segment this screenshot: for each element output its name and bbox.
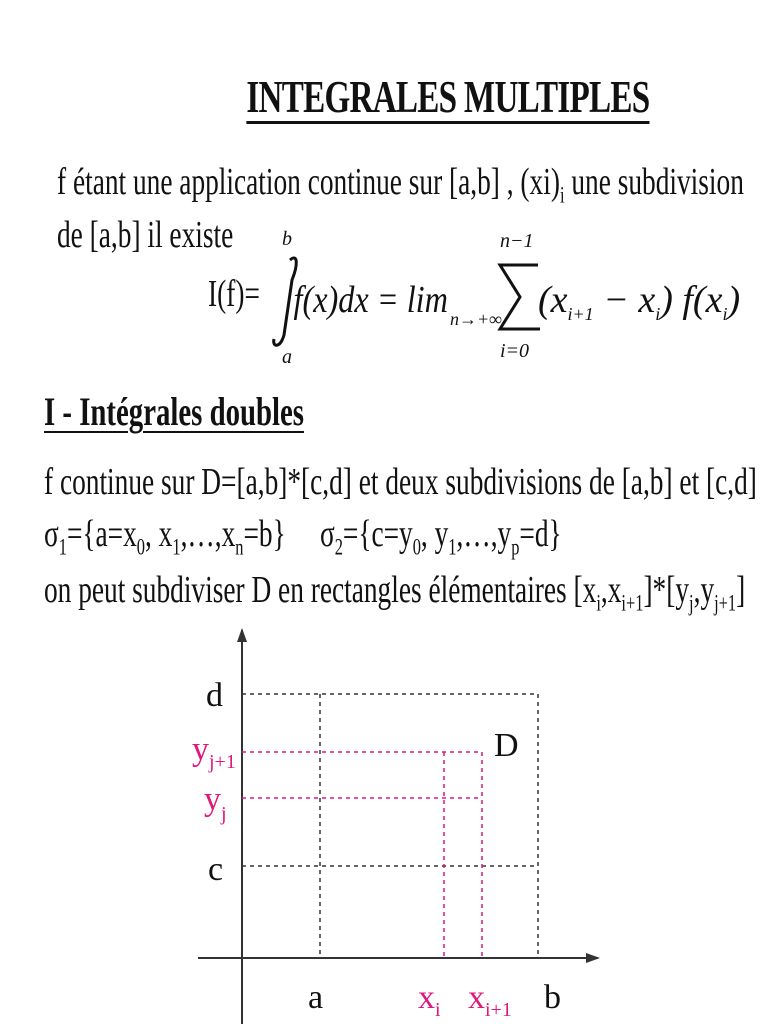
integral-lower-bound: a <box>282 346 292 368</box>
label-region-D: D <box>494 727 519 764</box>
sum-lower-bound: i=0 <box>500 340 530 362</box>
summand-text: $(x_{i+1} - x_i)$ $f(x_i)$ <box>538 279 741 324</box>
intro-line-1: f étant une application continue sur [a,b] , $(xi)_i$ une subdivision <box>57 161 744 208</box>
subdivisions-line: $\sigma_1=\{a=x_0$, $x_1,\dots,x_n=b$} $\sigma_2=\{c=y_0$, $y_1,\dots,y_p=d$} <box>44 513 562 560</box>
label-d: d <box>206 677 223 714</box>
label-yj: $y_j$ <box>204 781 227 825</box>
rectangles-line: on peut subdiviser D en rectangles élémentaires $[x_i,x_{i+1}]*[y_j,y_{j+1}]$ <box>44 569 746 616</box>
page-title: INTEGRALES MULTIPLES <box>246 71 650 122</box>
section-heading: I - Intégrales doubles <box>44 389 305 434</box>
sigma-sign <box>500 265 540 329</box>
integral-formula <box>268 225 741 375</box>
label-yj1: $y_{j+1}$ <box>192 731 236 773</box>
y-axis-arrow <box>237 628 247 642</box>
intro-line-2: de [a,b] il existe <box>57 214 234 256</box>
limit-subscript: n→+∞ <box>450 309 502 329</box>
sum-upper-bound: n−1 <box>500 230 534 252</box>
label-c: c <box>208 851 224 888</box>
definition-line-1: f continue sur D=[a,b]*[c,d] et deux subdivisions de [a,b] et [c,d] <box>44 461 757 503</box>
label-xi: $x_i$ <box>418 979 441 1021</box>
label-a: a <box>308 979 324 1016</box>
label-xi1: $x_{i+1}$ <box>468 979 512 1021</box>
formula-label: I(f)= <box>208 273 260 315</box>
integrand-text: f(x)dx = lim <box>293 278 448 321</box>
integral-upper-bound: b <box>282 228 292 250</box>
x-axis-arrow <box>586 953 600 963</box>
label-b: b <box>544 979 561 1016</box>
subdivision-diagram <box>0 620 768 1024</box>
